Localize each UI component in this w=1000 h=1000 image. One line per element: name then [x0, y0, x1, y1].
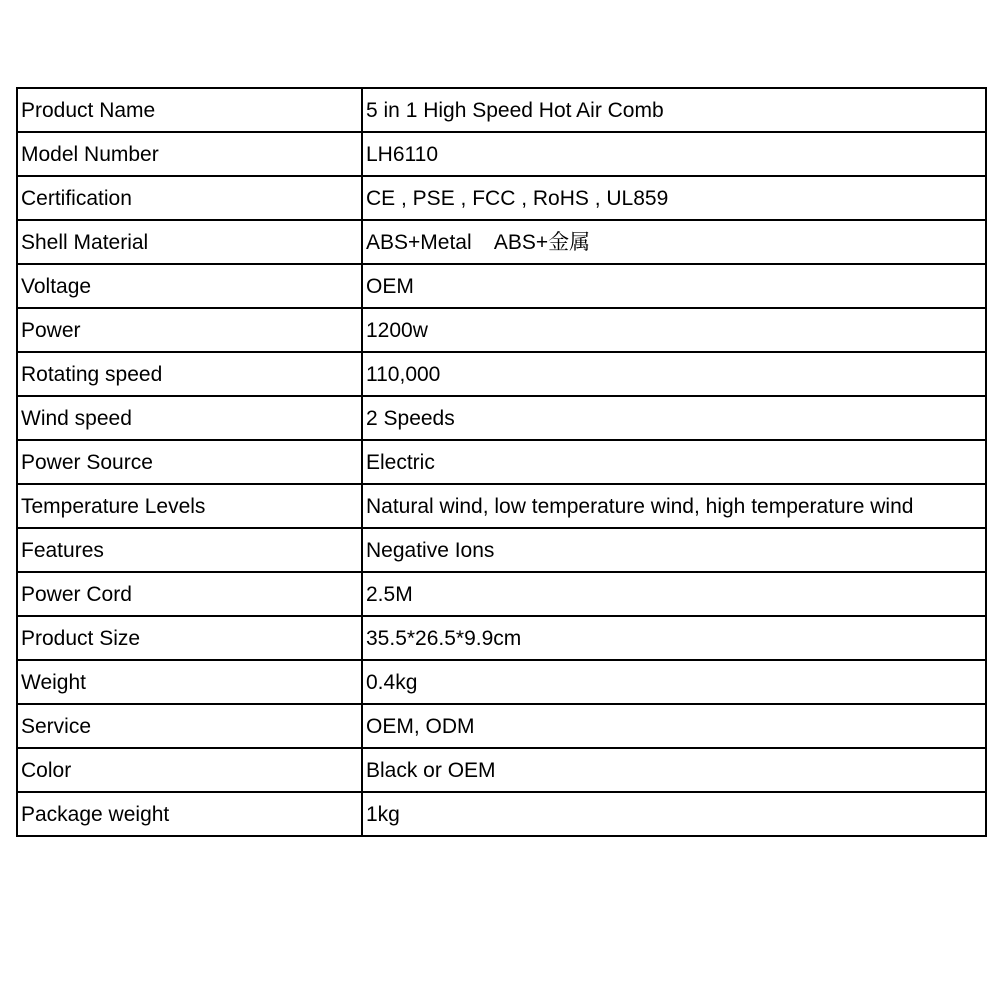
table-row — [17, 132, 986, 176]
spec-value: 35.5*26.5*9.9cm — [362, 616, 986, 660]
table-row — [17, 528, 986, 572]
spec-label: Product Name — [17, 88, 362, 132]
spec-label: Power Cord — [17, 572, 362, 616]
spec-value: 2 Speeds — [362, 396, 986, 440]
table-row — [17, 440, 986, 484]
spec-value: CE , PSE , FCC , RoHS , UL859 — [362, 176, 986, 220]
spec-label: Rotating speed — [17, 352, 362, 396]
spec-label: Power — [17, 308, 362, 352]
spec-label: Wind speed — [17, 396, 362, 440]
spec-label: Package weight — [17, 792, 362, 836]
spec-value: LH6110 — [362, 132, 986, 176]
spec-value: Natural wind, low temperature wind, high temperature wind — [362, 484, 986, 528]
spec-label: Temperature Levels — [17, 484, 362, 528]
table-row — [17, 88, 986, 132]
spec-value: 5 in 1 High Speed Hot Air Comb — [362, 88, 986, 132]
spec-label: Power Source — [17, 440, 362, 484]
table-row — [17, 704, 986, 748]
spec-value: ABS+Metal ABS+金属 — [362, 220, 986, 264]
table-row — [17, 352, 986, 396]
spec-value: 1200w — [362, 308, 986, 352]
table-row — [17, 176, 986, 220]
spec-label: Shell Material — [17, 220, 362, 264]
spec-value: 2.5M — [362, 572, 986, 616]
spec-label: Weight — [17, 660, 362, 704]
spec-value: Negative Ions — [362, 528, 986, 572]
table-row — [17, 660, 986, 704]
spec-value: OEM — [362, 264, 986, 308]
spec-label: Color — [17, 748, 362, 792]
table-row — [17, 748, 986, 792]
table-row — [17, 484, 986, 528]
table-row — [17, 220, 986, 264]
spec-label: Certification — [17, 176, 362, 220]
spec-label: Voltage — [17, 264, 362, 308]
product-spec-table — [16, 87, 987, 837]
spec-value: 1kg — [362, 792, 986, 836]
spec-value: OEM, ODM — [362, 704, 986, 748]
table-row — [17, 572, 986, 616]
spec-value: 110,000 — [362, 352, 986, 396]
table-row — [17, 792, 986, 836]
table-row — [17, 308, 986, 352]
spec-label: Model Number — [17, 132, 362, 176]
spec-label: Service — [17, 704, 362, 748]
table-row — [17, 396, 986, 440]
spec-value: Black or OEM — [362, 748, 986, 792]
table-row — [17, 616, 986, 660]
table-row — [17, 264, 986, 308]
spec-label: Features — [17, 528, 362, 572]
spec-label: Product Size — [17, 616, 362, 660]
spec-value: Electric — [362, 440, 986, 484]
spec-value: 0.4kg — [362, 660, 986, 704]
